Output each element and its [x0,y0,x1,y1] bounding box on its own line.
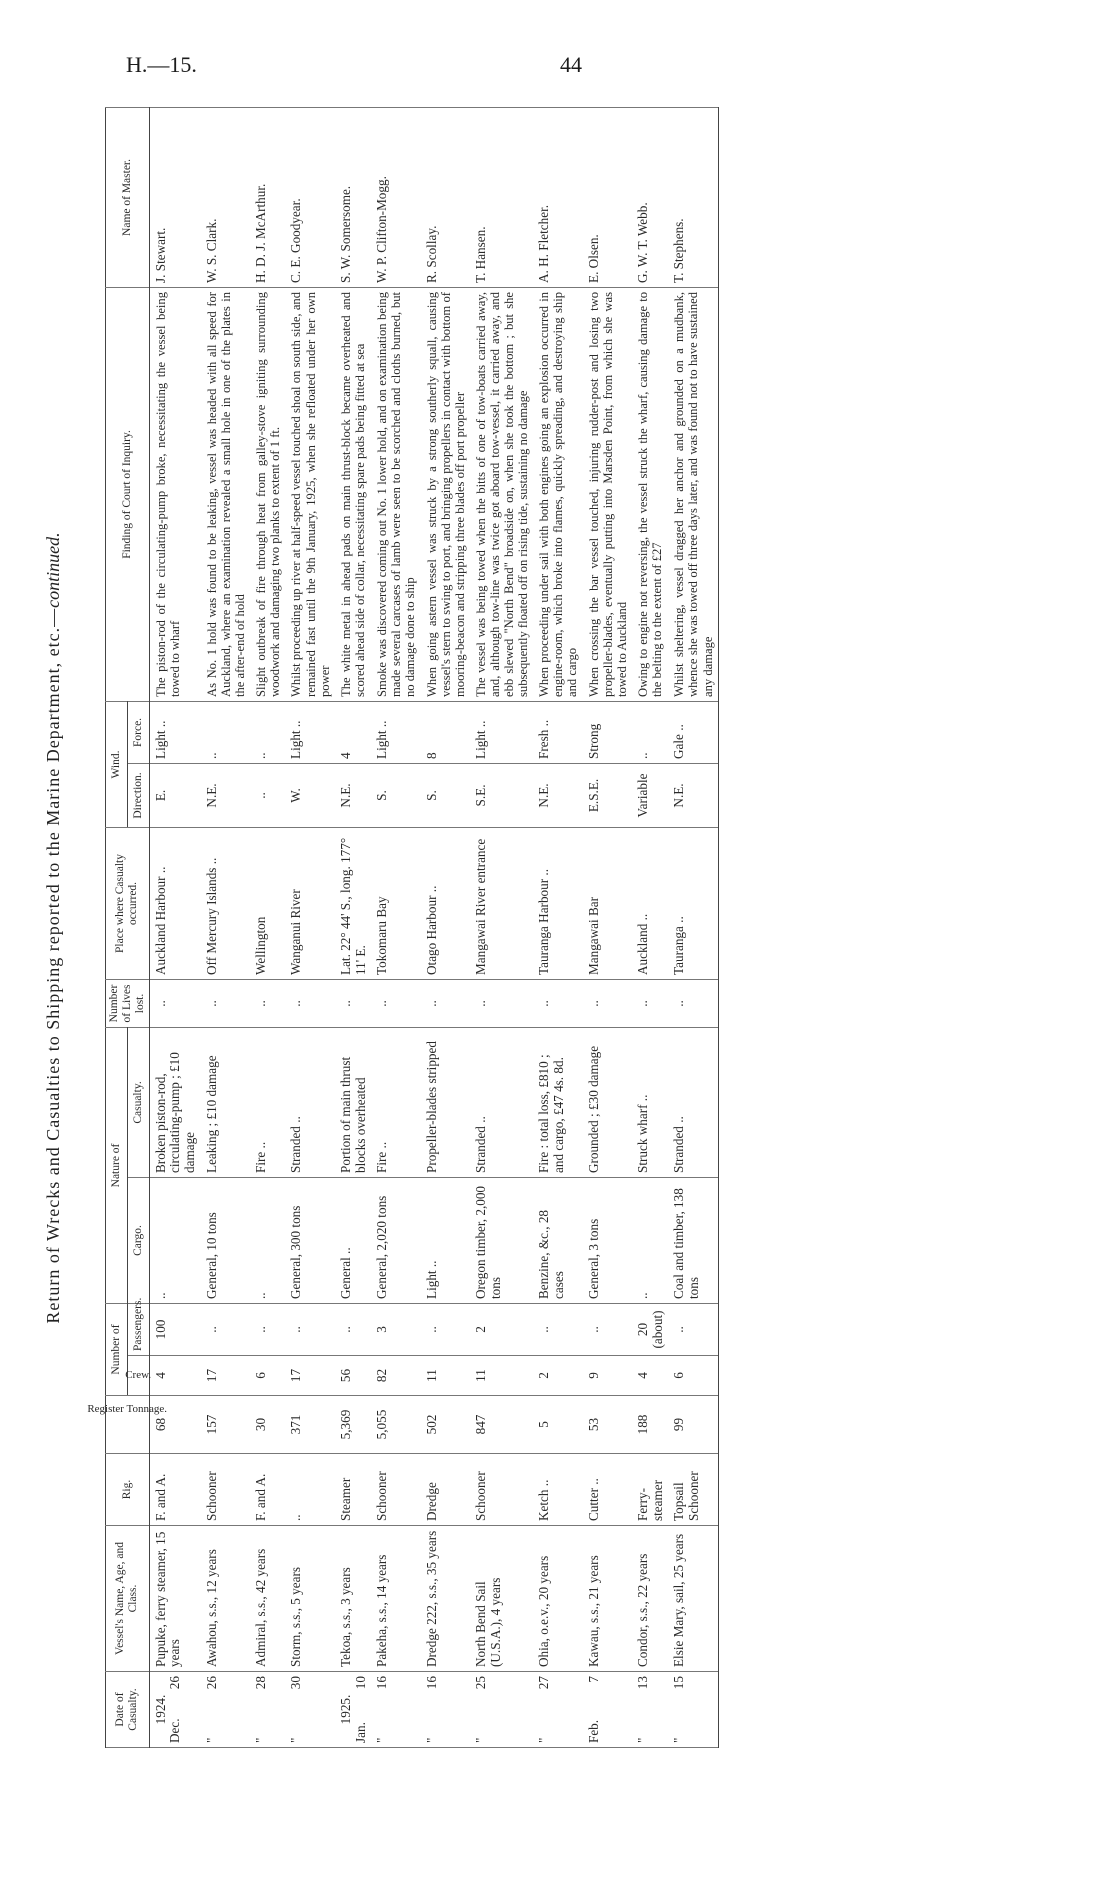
direction-cell: N.E. [201,763,250,827]
page-header [0,52,1114,86]
date-cell [371,1672,420,1748]
rig-cell: Schooner [371,1454,420,1526]
rig-cell: Steamer [335,1454,372,1526]
date-day: 13 [634,1676,650,1690]
direction-cell: N.E. [335,763,372,827]
finding-cell: When crossing the bar vessel touched, injuring rudder-post and losing two propeller-blades, eventually putting into Marsden Point, from which she was towed to Auckland [583,287,632,701]
date-month: " [536,1737,552,1743]
header-tonnage-label: Register Tonnage. [87,1403,167,1415]
date-month-day [425,1676,440,1743]
casualty-cell: Portion of main thrust blocks overheated [335,1027,372,1177]
place-cell: Mangawai River entrance [470,827,533,979]
date-day: 30 [288,1676,304,1690]
lives-cell: .. [149,979,201,1027]
date-cell [421,1672,470,1748]
date-day: 15 [671,1676,687,1690]
crew-cell: 2 [533,1356,582,1396]
passengers-cell: .. [335,1303,372,1355]
date-month-day [672,1676,687,1743]
date-month: " [671,1737,687,1743]
header-nature-of: Nature of [106,1027,128,1303]
table-row [632,107,669,1747]
cargo-cell: .. [250,1177,285,1303]
casualty-cell: Fire : total loss, £810 ; and cargo, £47 4s. 8d. [533,1027,582,1177]
date-day: 16 [423,1676,439,1690]
vessel-cell: Dredge 222, s.s., 35 years [421,1526,470,1672]
passengers-cell: .. [421,1303,470,1355]
table-caption [43,108,63,1748]
table-row [533,107,582,1747]
passengers-cell: 3 [371,1303,420,1355]
cargo-cell: Light .. [421,1177,470,1303]
direction-cell: N.E. [668,763,718,827]
crew-cell: 56 [335,1356,372,1396]
vessel-cell: Kawau, s.s., 21 years [583,1526,632,1672]
lives-cell: .. [285,979,334,1027]
lives-cell: .. [533,979,582,1027]
casualty-cell: Leaking ; £10 damage [201,1027,250,1177]
date-month-day [289,1676,304,1743]
finding-cell: The vessel was being towed when the bitts of one of tow-boats carried away, and, although tow-line was twice got aboard tow-vessel, it carried away, and ebb slewed "North Bend" broadside on, when she took the bottom ; but she subsequently floated off on rising tide, sustaining no damage [470,287,533,701]
casualty-cell: Propeller-blades stripped [421,1027,470,1177]
table-row [371,107,420,1747]
master-cell: T. Stephens. [668,107,718,287]
passengers-cell: 100 [149,1303,201,1355]
table-row [583,107,632,1747]
vessel-cell: Awahou, s.s., 12 years [201,1526,250,1672]
tonnage-cell: 68 [149,1396,201,1454]
vessel-cell: Elsie Mary, sail, 25 years [668,1526,718,1672]
casualty-cell: Grounded ; £30 damage [583,1027,632,1177]
crew-cell: 6 [250,1356,285,1396]
master-cell: A. H. Fletcher. [533,107,582,287]
table-row [285,107,334,1747]
finding-cell: Slight outbreak of fire through heat from galley-stove igniting surrounding woodwork and damaging two planks to extent of 1 ft. [250,287,285,701]
master-cell: T. Hansen. [470,107,533,287]
passengers-cell: .. [285,1303,334,1355]
vessel-cell: Ohia, o.e.v., 20 years [533,1526,582,1672]
place-cell: Wellington [250,827,285,979]
date-cell [533,1672,582,1748]
direction-cell: N.E. [533,763,582,827]
force-cell: Strong [583,701,632,763]
passengers-cell: .. [201,1303,250,1355]
crew-cell: 4 [149,1356,201,1396]
tonnage-cell: 502 [421,1396,470,1454]
lives-cell: .. [668,979,718,1027]
header-crew [127,1356,149,1396]
tonnage-cell: 99 [668,1396,718,1454]
direction-cell: S. [371,763,420,827]
passengers-cell: 2 [470,1303,533,1355]
rotated-table-sheet [43,108,985,1748]
cargo-cell: General .. [335,1177,372,1303]
date-cell [470,1672,533,1748]
date-month: " [634,1737,650,1743]
cargo-cell: General, 10 tons [201,1177,250,1303]
master-cell: R. Scollay. [421,107,470,287]
report-series: H.—15. [126,52,197,77]
master-cell: G. W. T. Webb. [632,107,669,287]
date-month-day [254,1676,269,1743]
crew-cell: 82 [371,1356,420,1396]
lives-cell: .. [371,979,420,1027]
place-cell: Otago Harbour .. [421,827,470,979]
crew-cell: 11 [421,1356,470,1396]
header-force: Force. [127,701,149,763]
header-finding: Finding of Court of Inquiry. [106,287,150,701]
date-year: 1924. [152,1694,168,1725]
header-direction: Direction. [127,763,149,827]
direction-cell: .. [250,763,285,827]
place-cell: Mangawai Bar [583,827,632,979]
force-cell: Light .. [149,701,201,763]
cargo-cell: .. [632,1177,669,1303]
finding-cell: The white metal in ahead pads on main thrust-block became overheated and scored ahead side of collar, necessitating spare pads being fitted at sea [335,287,372,701]
master-cell: H. D. J. McArthur. [250,107,285,287]
crew-cell: 17 [285,1356,334,1396]
date-day: 26 [167,1676,183,1690]
table-body [149,107,718,1747]
finding-cell: Whilst proceeding up river at half-speed vessel touched shoal on south side, and remained fast until the 9th January, 1925, when she refloated under her own power [285,287,334,701]
force-cell: Light .. [285,701,334,763]
rig-cell: Cutter .. [583,1454,632,1526]
rig-cell: Dredge [421,1454,470,1526]
casualty-cell: Struck wharf .. [632,1027,669,1177]
page-number: 44 [560,52,582,77]
casualty-cell: Stranded .. [668,1027,718,1177]
date-cell [335,1672,372,1748]
date-month-day [474,1676,489,1743]
header-vessel: Vessel's Name, Age, and Class. [106,1526,150,1672]
casualty-cell: Stranded .. [470,1027,533,1177]
header-passengers: Passengers. [127,1303,149,1355]
casualty-cell: Fire .. [371,1027,420,1177]
direction-cell: S.E. [470,763,533,827]
force-cell: Fresh .. [533,701,582,763]
date-month: " [253,1737,269,1743]
master-cell: W. S. Clark. [201,107,250,287]
header-cargo: Cargo. [127,1177,149,1303]
rig-cell: Ketch .. [533,1454,582,1526]
place-cell: Off Mercury Islands .. [201,827,250,979]
date-month-day [375,1676,390,1743]
finding-cell: Whilst sheltering, vessel dragged her anchor and grounded on a mudbank, whence she was towed off three days later, and was found not to have sustained any damage [668,287,718,701]
direction-cell: W. [285,763,334,827]
header-number-of: Number of [106,1303,128,1395]
casualty-cell: Stranded .. [285,1027,334,1177]
vessel-cell: North Bend Sail (U.S.A.), 4 years [470,1526,533,1672]
force-cell: Light .. [470,701,533,763]
caption-title: Return of Wrecks and Casualties to Shipping reported to the Marine Department, etc.— [43,607,63,1324]
crew-cell: 9 [583,1356,632,1396]
tonnage-cell: 5,055 [371,1396,420,1454]
table-row [149,107,201,1747]
date-month-day [354,1676,369,1743]
date-day: 16 [374,1676,390,1690]
finding-cell: Smoke was discovered coming out No. 1 lower hold, and on examination being made several carcases of lamb were seen to be scorched and cloths burned, but no damage done to ship [371,287,420,701]
place-cell: Auckland Harbour .. [149,827,201,979]
date-cell [583,1672,632,1748]
place-cell: Lat. 22° 44' S., long. 177° 11' E. [335,827,372,979]
header-place: Place where Casualty occurred. [106,827,150,979]
force-cell: .. [250,701,285,763]
tonnage-cell: 157 [201,1396,250,1454]
table-row [668,107,718,1747]
tonnage-cell: 53 [583,1396,632,1454]
lives-cell: .. [421,979,470,1027]
place-cell: Auckland .. [632,827,669,979]
vessel-cell: Pakeha, s.s., 14 years [371,1526,420,1672]
master-cell: S. W. Somersome. [335,107,372,287]
table-row [250,107,285,1747]
date-month-day [636,1676,651,1743]
force-cell: .. [201,701,250,763]
date-day: 25 [472,1676,488,1690]
direction-cell: E.S.E. [583,763,632,827]
place-cell: Tokomaru Bay [371,827,420,979]
header-rig: Rig. [106,1454,150,1526]
date-month: " [288,1737,304,1743]
date-cell [149,1672,201,1748]
casualty-table [87,107,719,1748]
date-month: " [472,1737,488,1743]
master-cell: C. E. Goodyear. [285,107,334,287]
force-cell: Gale .. [668,701,718,763]
date-cell [250,1672,285,1748]
passengers-cell: .. [668,1303,718,1355]
passengers-cell: .. [533,1303,582,1355]
finding-cell: When proceeding under sail with both engines going an explosion occurred in engine-room, which broke into flames, quickly spreading, and destroying ship and cargo [533,287,582,701]
header-casualty: Casualty. [127,1027,149,1177]
date-day: 7 [585,1676,601,1683]
place-cell: Tauranga Harbour .. [533,827,582,979]
passengers-cell: 20 (about) [632,1303,669,1355]
date-day: 27 [536,1676,552,1690]
date-month-day [537,1676,552,1743]
rig-cell: F. and A. [149,1454,201,1526]
vessel-cell: Admiral, s.s., 42 years [250,1526,285,1672]
date-month: " [374,1737,390,1743]
date-month: Feb. [585,1719,601,1743]
header-wind: Wind. [106,701,128,827]
tonnage-cell: 30 [250,1396,285,1454]
rig-cell: .. [285,1454,334,1526]
tonnage-cell: 371 [285,1396,334,1454]
rig-cell: F. and A. [250,1454,285,1526]
date-month: " [423,1737,439,1743]
rig-cell: Schooner [470,1454,533,1526]
finding-cell: When going astern vessel was struck by a strong southerly squall, causing vessel's stern to swing to port, and bringing propellers in contact with bottom of mooring-beacon and stripping three blades off port propeller [421,287,470,701]
finding-cell: As No. 1 hold was found to be leaking, vessel was headed with all speed for Auckland, where an examination revealed a small hole in one of the plates in the after-end of hold [201,287,250,701]
header-date: Date of Casualty. [106,1672,150,1748]
date-month-day [168,1676,183,1743]
direction-cell: S. [421,763,470,827]
crew-cell: 17 [201,1356,250,1396]
vessel-cell: Storm, s.s., 5 years [285,1526,334,1672]
cargo-cell: Benzine, &c., 28 cases [533,1177,582,1303]
lives-cell: .. [470,979,533,1027]
master-cell: J. Stewart. [149,107,201,287]
date-year: 1925. [337,1694,353,1725]
finding-cell: The piston-rod of the circulating-pump broke, necessitating the vessel being towed to wharf [149,287,201,701]
cargo-cell: Coal and timber, 138 tons [668,1177,718,1303]
rig-cell: Schooner [201,1454,250,1526]
date-day: 28 [253,1676,269,1690]
force-cell: Light .. [371,701,420,763]
vessel-cell: Condor, s.s., 22 years [632,1526,669,1672]
place-cell: Wanganui River [285,827,334,979]
date-day: 26 [203,1676,219,1690]
cargo-cell: .. [149,1177,201,1303]
header-lives: Number of Lives lost. [106,979,150,1027]
date-cell [668,1672,718,1748]
force-cell: 8 [421,701,470,763]
passengers-cell: .. [583,1303,632,1355]
crew-cell: 4 [632,1356,669,1396]
tonnage-cell: 188 [632,1396,669,1454]
header-crew-label: Crew. [125,1369,151,1382]
crew-cell: 6 [668,1356,718,1396]
header-master: Name of Master. [106,107,150,287]
lives-cell: .. [583,979,632,1027]
lives-cell: .. [201,979,250,1027]
tonnage-cell: 847 [470,1396,533,1454]
place-cell: Tauranga .. [668,827,718,979]
date-cell [201,1672,250,1748]
master-cell: W. P. Clifton-Mogg. [371,107,420,287]
tonnage-cell: 5 [533,1396,582,1454]
finding-cell: Owing to engine not reversing, the vessel struck the wharf, causing damage to the belting to the extent of £27 [632,287,669,701]
date-day: 10 [352,1676,368,1690]
date-month: " [203,1737,219,1743]
caption-continued: continued. [43,532,63,608]
rig-cell: Topsail Schooner [668,1454,718,1526]
master-cell: E. Olsen. [583,107,632,287]
rig-cell: Ferry-steamer [632,1454,669,1526]
direction-cell: E. [149,763,201,827]
force-cell: .. [632,701,669,763]
casualty-cell: Broken piston-rod, circulating-pump ; £10 damage [149,1027,201,1177]
vessel-cell: Tekoa, s.s., 3 years [335,1526,372,1672]
date-month: Jan. [352,1722,368,1743]
lives-cell: .. [632,979,669,1027]
cargo-cell: General, 2,020 tons [371,1177,420,1303]
date-cell [632,1672,669,1748]
direction-cell: Variable [632,763,669,827]
casualty-cell: Fire .. [250,1027,285,1177]
cargo-cell: General, 300 tons [285,1177,334,1303]
passengers-cell: .. [250,1303,285,1355]
date-month: Dec. [167,1718,183,1743]
cargo-cell: Oregon timber, 2,000 tons [470,1177,533,1303]
date-month-day [587,1676,602,1743]
cargo-cell: General, 3 tons [583,1177,632,1303]
lives-cell: .. [250,979,285,1027]
table-row [335,107,372,1747]
force-cell: 4 [335,701,372,763]
table-row [201,107,250,1747]
date-month-day [205,1676,220,1743]
table-row [470,107,533,1747]
tonnage-cell: 5,369 [335,1396,372,1454]
vessel-cell: Pupuke, ferry steamer, 15 years [149,1526,201,1672]
date-cell [285,1672,334,1748]
crew-cell: 11 [470,1356,533,1396]
table-row [421,107,470,1747]
lives-cell: .. [335,979,372,1027]
